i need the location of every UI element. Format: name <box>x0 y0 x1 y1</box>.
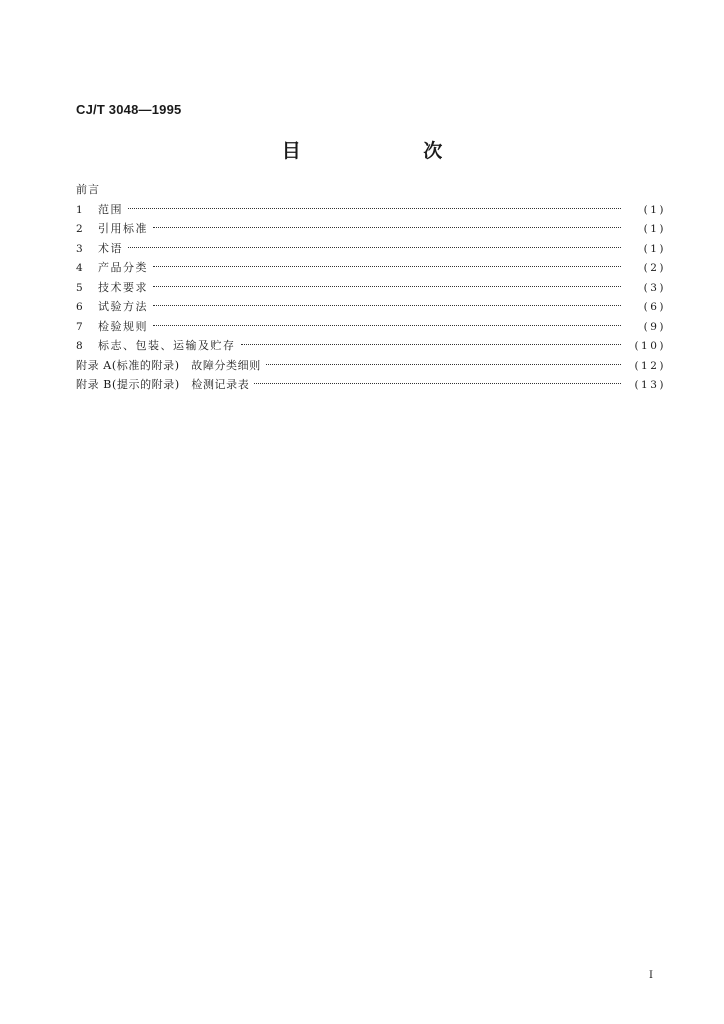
standard-code: CJ/T 3048—1995 <box>76 102 182 117</box>
toc-entry-number: 7 <box>76 320 83 333</box>
toc-leader-dots <box>266 364 621 365</box>
toc-leader-dots <box>241 344 622 345</box>
toc-leader-dots <box>153 227 621 228</box>
table-of-contents <box>76 180 666 395</box>
toc-entry <box>76 219 666 239</box>
toc-appendix-label: 附录 B(提示的附录) 检测记录表 <box>76 378 250 391</box>
toc-entry <box>76 336 666 356</box>
toc-preface: 前言 <box>76 183 100 196</box>
toc-entry <box>76 297 666 317</box>
toc-entry-label: 术语 <box>98 241 123 255</box>
toc-entry-page: (6) <box>643 301 666 313</box>
toc-entry-number: 6 <box>76 301 83 313</box>
toc-entry-label: 范围 <box>98 202 123 216</box>
toc-appendix-entry <box>76 356 666 376</box>
toc-entry-label: 试验方法 <box>98 300 148 313</box>
toc-entry-number: 4 <box>76 262 83 274</box>
toc-entry-page: (10) <box>634 340 666 352</box>
toc-entry-page: (9) <box>643 320 666 333</box>
toc-appendix-label: 附录 A(标准的附录) 故障分类细则 <box>76 358 261 372</box>
toc-entry-page: (1) <box>643 242 666 255</box>
toc-appendix-entry <box>76 375 666 395</box>
toc-entry-label: 技术要求 <box>98 280 148 294</box>
toc-entry-label: 产品分类 <box>98 261 148 274</box>
toc-leader-dots <box>254 383 621 384</box>
toc-entry-page: (2) <box>643 262 666 274</box>
toc-entry <box>76 278 666 298</box>
toc-leader-dots <box>153 305 621 306</box>
toc-entry-number: 5 <box>76 281 83 294</box>
toc-entry-number: 8 <box>76 340 83 352</box>
page-number: I <box>649 970 653 981</box>
toc-entry-number: 1 <box>76 203 83 216</box>
toc-entry <box>76 239 666 259</box>
toc-entry <box>76 200 666 220</box>
toc-entry-page: (3) <box>643 281 666 294</box>
toc-appendix-page: (12) <box>634 359 666 372</box>
toc-leader-dots <box>153 286 621 287</box>
toc-leader-dots <box>128 208 621 209</box>
toc-entry-page: (1) <box>643 203 666 216</box>
toc-entry <box>76 317 666 337</box>
toc-entry-label: 检验规则 <box>98 319 148 333</box>
toc-leader-dots <box>153 266 621 267</box>
toc-entry-page: (1) <box>643 223 666 235</box>
toc-entry-label: 引用标准 <box>98 222 148 235</box>
toc-leader-dots <box>153 325 621 326</box>
toc-entry-number: 3 <box>76 242 83 255</box>
toc-leader-dots <box>128 247 621 248</box>
toc-appendix-page: (13) <box>634 379 666 391</box>
toc-entry-number: 2 <box>76 223 83 235</box>
toc-entry-label: 标志、包装、运输及贮存 <box>98 339 236 352</box>
toc-entry <box>76 258 666 278</box>
page-title: 目 次 <box>281 140 501 162</box>
